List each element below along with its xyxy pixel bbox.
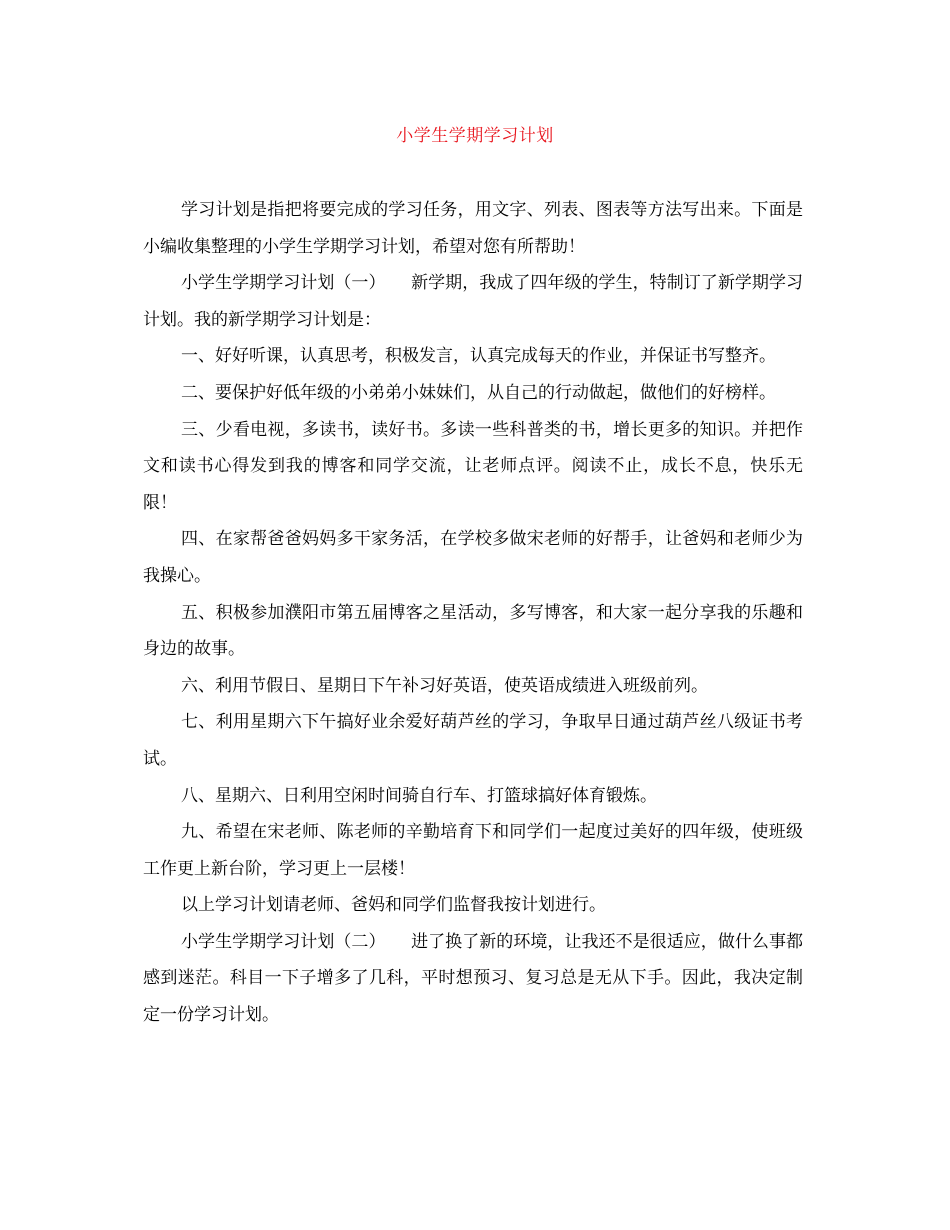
paragraph-closing: 以上学习计划请老师、爸妈和同学们监督我按计划进行。	[181, 895, 606, 916]
paragraph-item-3: 三、少看电视，多读书，读好书。多读一些科普类的书，增长更多的知识。并把作文和读书心得发到我的博客和同学交流，让老师点评。阅读不止，成长不息，快乐无限！	[143, 419, 803, 513]
document-body	[143, 192, 803, 1034]
paragraph-item-9: 九、希望在宋老师、陈老师的辛勤培育下和同学们一起度过美好的四年级，使班级工作更上新台阶，学习更上一层楼！	[143, 822, 803, 879]
paragraph-item-5: 五、积极参加濮阳市第五届博客之星活动，多写博客，和大家一起分享我的乐趣和身边的故事。	[143, 602, 803, 660]
paragraph-item-6: 六、利用节假日、星期日下午补习好英语，使英语成绩进入班级前列。	[181, 675, 708, 696]
paragraph-intro: 学习计划是指把将要完成的学习任务，用文字、列表、图表等方法写出来。下面是小编收集整理的小学生学期学习计划，希望对您有所帮助！	[143, 200, 803, 257]
paragraph-item-1: 一、好好听课，认真思考，积极发言，认真完成每天的作业，并保证书写整齐。	[181, 346, 776, 367]
paragraph-item-7: 七、利用星期六下午搞好业余爱好葫芦丝的学习，争取早日通过葫芦丝八级证书考试。	[143, 712, 803, 769]
document-title: 小学生学期学习计划	[396, 126, 554, 146]
paragraph-plan-two: 小学生学期学习计划（二） 进了换了新的环境，让我还不是很适应，做什么事都感到迷茫。科目一下子增多了几科，平时想预习、复习总是无从下手。因此，我决定制定一份学习计划。	[143, 931, 803, 1026]
paragraph-item-4: 四、在家帮爸爸妈妈多干家务活，在学校多做宋老师的好帮手，让爸妈和老师少为我操心。	[143, 529, 803, 586]
paragraph-item-8: 八、星期六、日利用空闲时间骑自行车、打篮球搞好体育锻炼。	[181, 785, 657, 806]
paragraph-plan-one-heading: 小学生学期学习计划（一） 新学期，我成了四年级的学生，特制订了新学期学习计划。我的新学期学习计划是：	[143, 273, 803, 330]
paragraph-item-2: 二、要保护好低年级的小弟弟小妹妹们，从自己的行动做起，做他们的好榜样。	[181, 382, 776, 403]
